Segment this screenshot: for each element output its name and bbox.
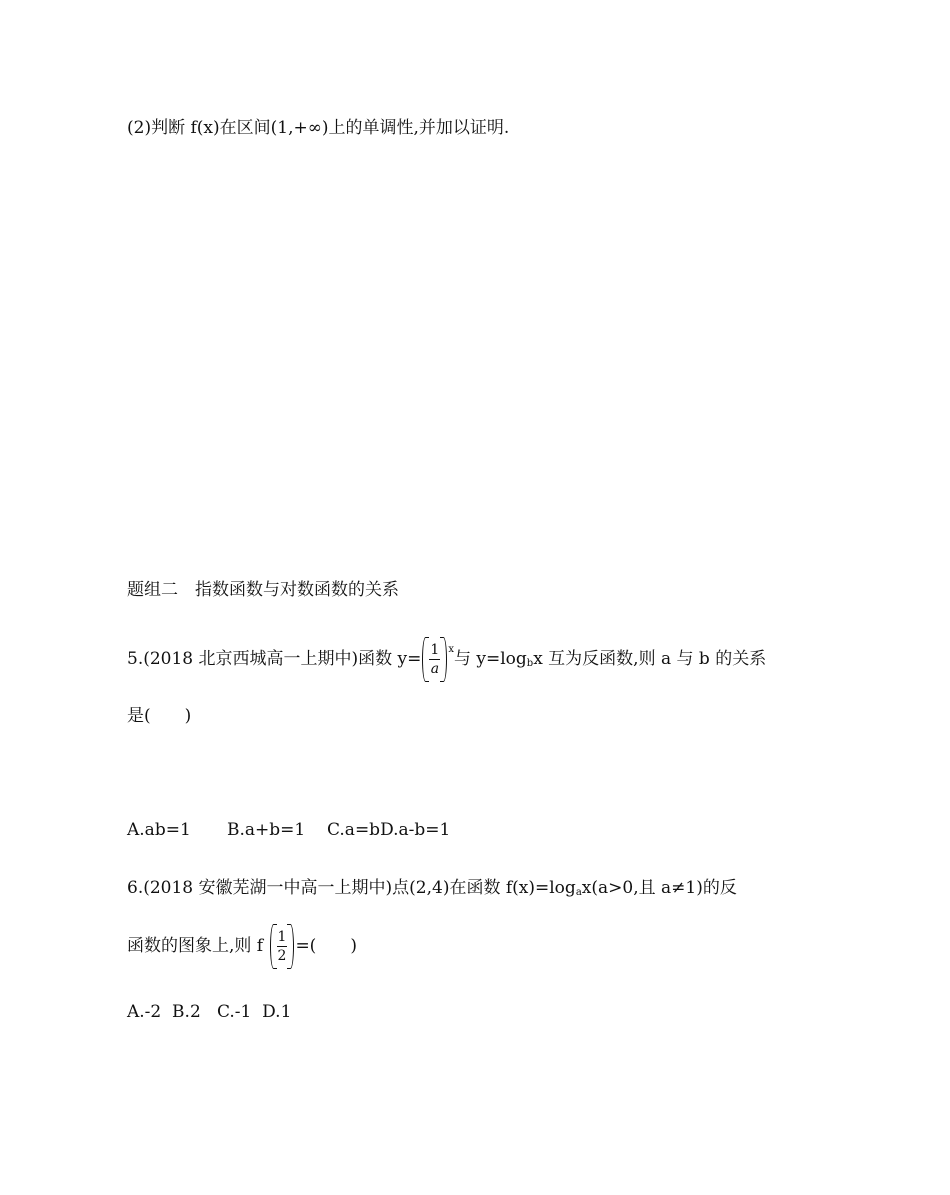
q5-suffix: x 互为反函数,则 a 与 b 的关系: [533, 649, 767, 669]
q5-option-a: A.ab=1: [127, 820, 191, 840]
q5-log-base: b: [526, 658, 534, 669]
question-5-options: [127, 818, 450, 842]
q6-frac-num: 1: [277, 929, 287, 945]
q6-frac-den: 2: [277, 948, 287, 964]
q5-fraction: [422, 641, 447, 678]
q5-exponent: x: [448, 644, 454, 655]
q6-log-base: a: [575, 887, 582, 898]
q5-option-b: B.a+b=1: [227, 820, 306, 840]
q5-frac-num: 1: [430, 642, 440, 658]
question-5-stem: [127, 638, 766, 678]
group-heading: 题组二 指数函数与对数函数的关系: [127, 580, 399, 600]
q6-line2-suffix: =( ): [295, 936, 357, 956]
q6-fraction: [270, 928, 295, 965]
q5-prefix: 5.(2018 北京西城高一上期中)函数 y=: [127, 649, 422, 669]
question-4-part-2: (2)判断 f(x)在区间(1,+∞)上的单调性,并加以证明.: [127, 118, 510, 138]
q5-frac-den: a: [430, 661, 440, 677]
question-5-line-2: 是( ): [127, 706, 192, 726]
q5-mid: 与 y=log: [453, 649, 527, 669]
q6-suffix: x(a>0,且 a≠1)的反: [581, 878, 737, 898]
q6-line2-prefix: 函数的图象上,则 f: [127, 936, 269, 956]
q5-option-c-d: C.a=bD.a-b=1: [327, 820, 451, 840]
question-6-stem: [127, 876, 737, 905]
question-6-line-2: [127, 928, 357, 965]
question-6-options: A.-2 B.2 C.-1 D.1: [127, 1002, 292, 1022]
q6-prefix: 6.(2018 安徽芜湖一中高一上期中)点(2,4)在函数 f(x)=log: [127, 878, 576, 898]
